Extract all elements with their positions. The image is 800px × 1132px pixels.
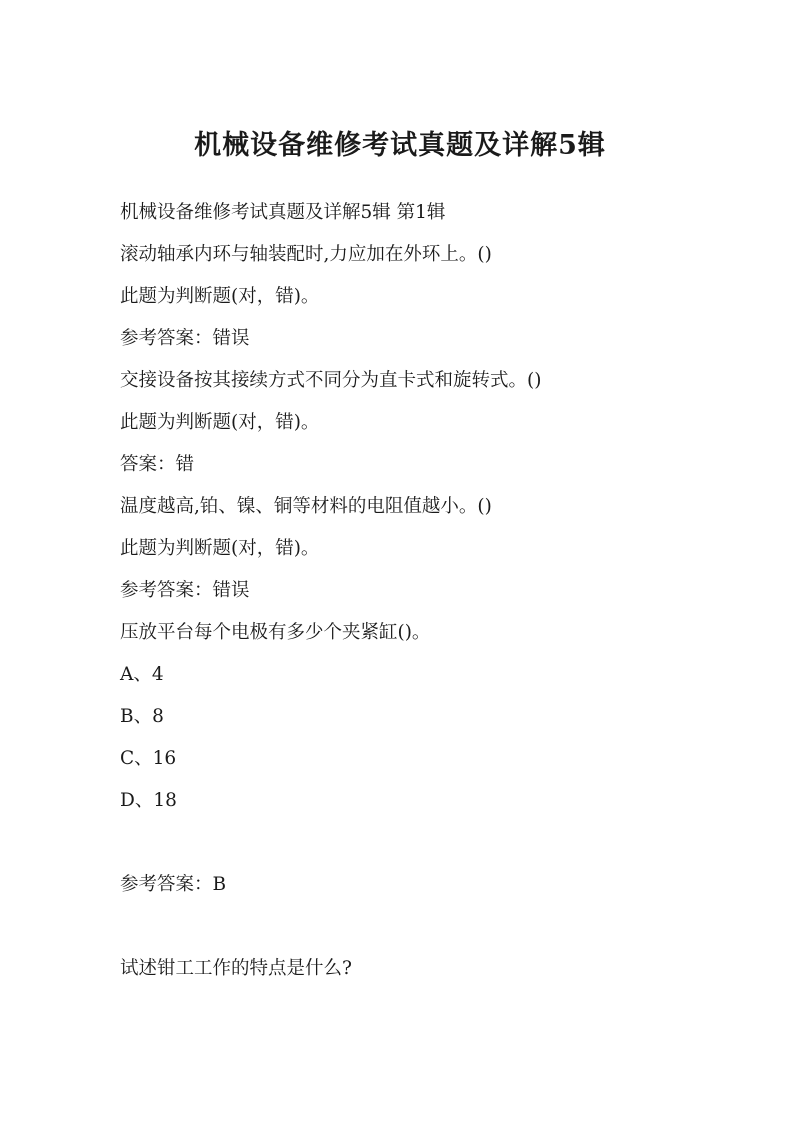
subtitle: 机械设备维修考试真题及详解5辑 第1辑 [120,202,446,223]
question-1-answer: 参考答案：错误 [120,328,250,349]
question-2-text: 交接设备按其接续方式不同分为直卡式和旋转式。() [120,370,542,391]
question-1-type: 此题为判断题(对，错)。 [120,286,320,307]
question-4-option-a: A、4 [120,664,164,685]
question-4-option-d: D、18 [120,790,177,811]
document-title: 机械设备维修考试真题及详解5辑 [194,130,606,161]
question-4-text: 压放平台每个电极有多少个夹紧缸()。 [120,622,431,643]
question-2-type: 此题为判断题(对，错)。 [120,412,320,433]
question-2-answer: 答案：错 [120,454,195,475]
question-1-text: 滚动轴承内环与轴装配时,力应加在外环上。() [120,244,492,265]
question-4-option-c: C、16 [120,748,177,769]
question-4-answer: 参考答案：B [120,874,227,895]
question-3-type: 此题为判断题(对，错)。 [120,538,320,559]
question-4-option-b: B、8 [120,706,164,727]
question-3-text: 温度越高,铂、镍、铜等材料的电阻值越小。() [120,496,492,517]
question-3-answer: 参考答案：错误 [120,580,250,601]
question-5-text: 试述钳工工作的特点是什么? [120,958,352,979]
